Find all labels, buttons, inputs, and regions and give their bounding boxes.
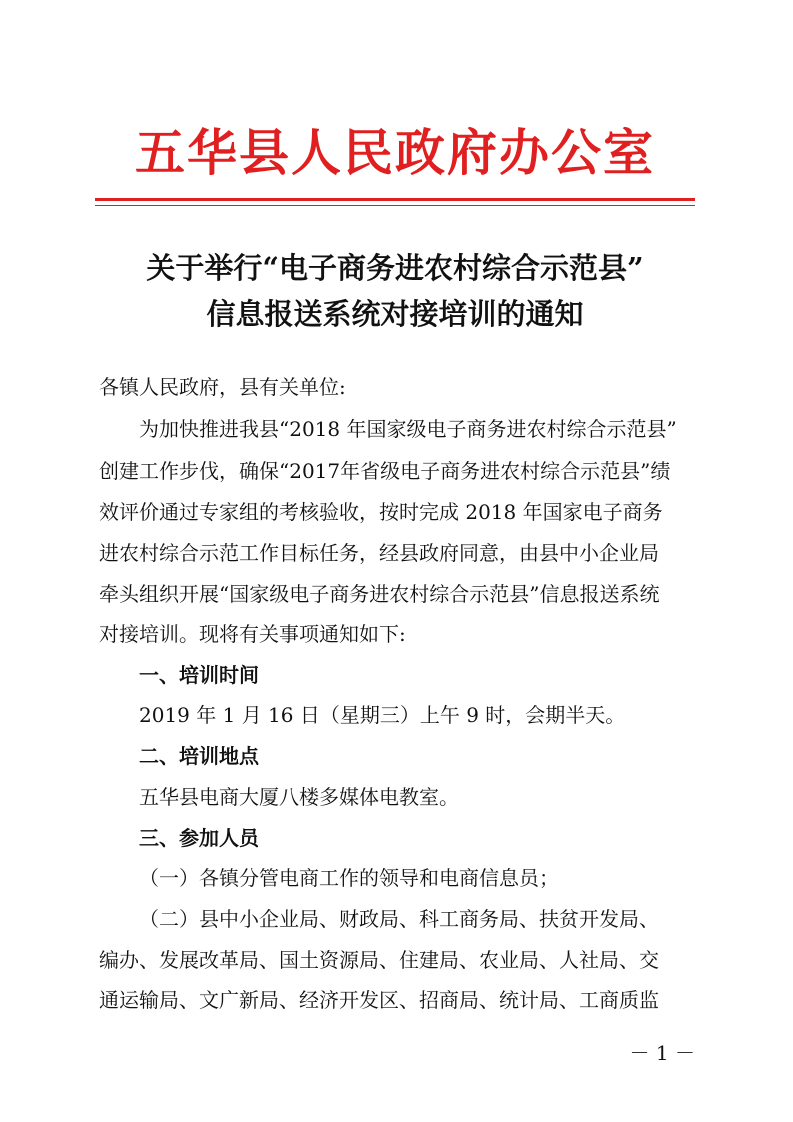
participants-continuation: 编办、发展改革局、国土资源局、住建局、农业局、人社局、交 — [99, 948, 659, 972]
intro-line: 进农村综合示范工作目标任务，经县政府同意，由县中小企业局 — [99, 541, 659, 565]
notice-title-line-2: 信息报送系统对接培训的通知 — [206, 297, 584, 331]
page-number: － 1 － — [629, 1041, 695, 1065]
participants-continuation: 通运输局、文广新局、经济开发区、招商局、统计局、工商质监 — [99, 988, 659, 1012]
participants-item: （二）县中小企业局、财政局、科工商务局、扶贫开发局、 — [139, 907, 659, 931]
section-text-location: 五华县电商大厦八楼多媒体电教室。 — [139, 785, 459, 809]
notice-title-line-1: 关于举行“电子商务进农村综合示范县” — [146, 251, 644, 285]
intro-line: 对接培训。现将有关事项通知如下: — [99, 622, 406, 646]
intro-line: 牵头组织开展“国家级电子商务进农村综合示范县”信息报送系统 — [99, 582, 660, 606]
masthead-title: 五华县人民政府办公室 — [135, 123, 655, 182]
masthead-rule-thin — [95, 205, 695, 206]
intro-line: 效评价通过专家组的考核验收，按时完成 2018 年国家电子商务 — [99, 500, 663, 524]
intro-line: 为加快推进我县“2018 年国家级电子商务进农村综合示范县” — [139, 417, 677, 441]
section-heading-location: 二、培训地点 — [139, 744, 259, 768]
section-heading-time: 一、培训时间 — [139, 663, 259, 687]
section-text-time: 2019 年 1 月 16 日（星期三）上午 9 时，会期半天。 — [139, 703, 626, 727]
intro-line: 创建工作步伐，确保“2017年省级电子商务进农村综合示范县”绩 — [99, 459, 671, 483]
participants-item: （一）各镇分管电商工作的领导和电商信息员； — [139, 866, 559, 890]
salutation: 各镇人民政府，县有关单位: — [99, 375, 346, 399]
section-heading-participants: 三、参加人员 — [139, 826, 259, 850]
masthead-rule-thick — [95, 198, 695, 201]
